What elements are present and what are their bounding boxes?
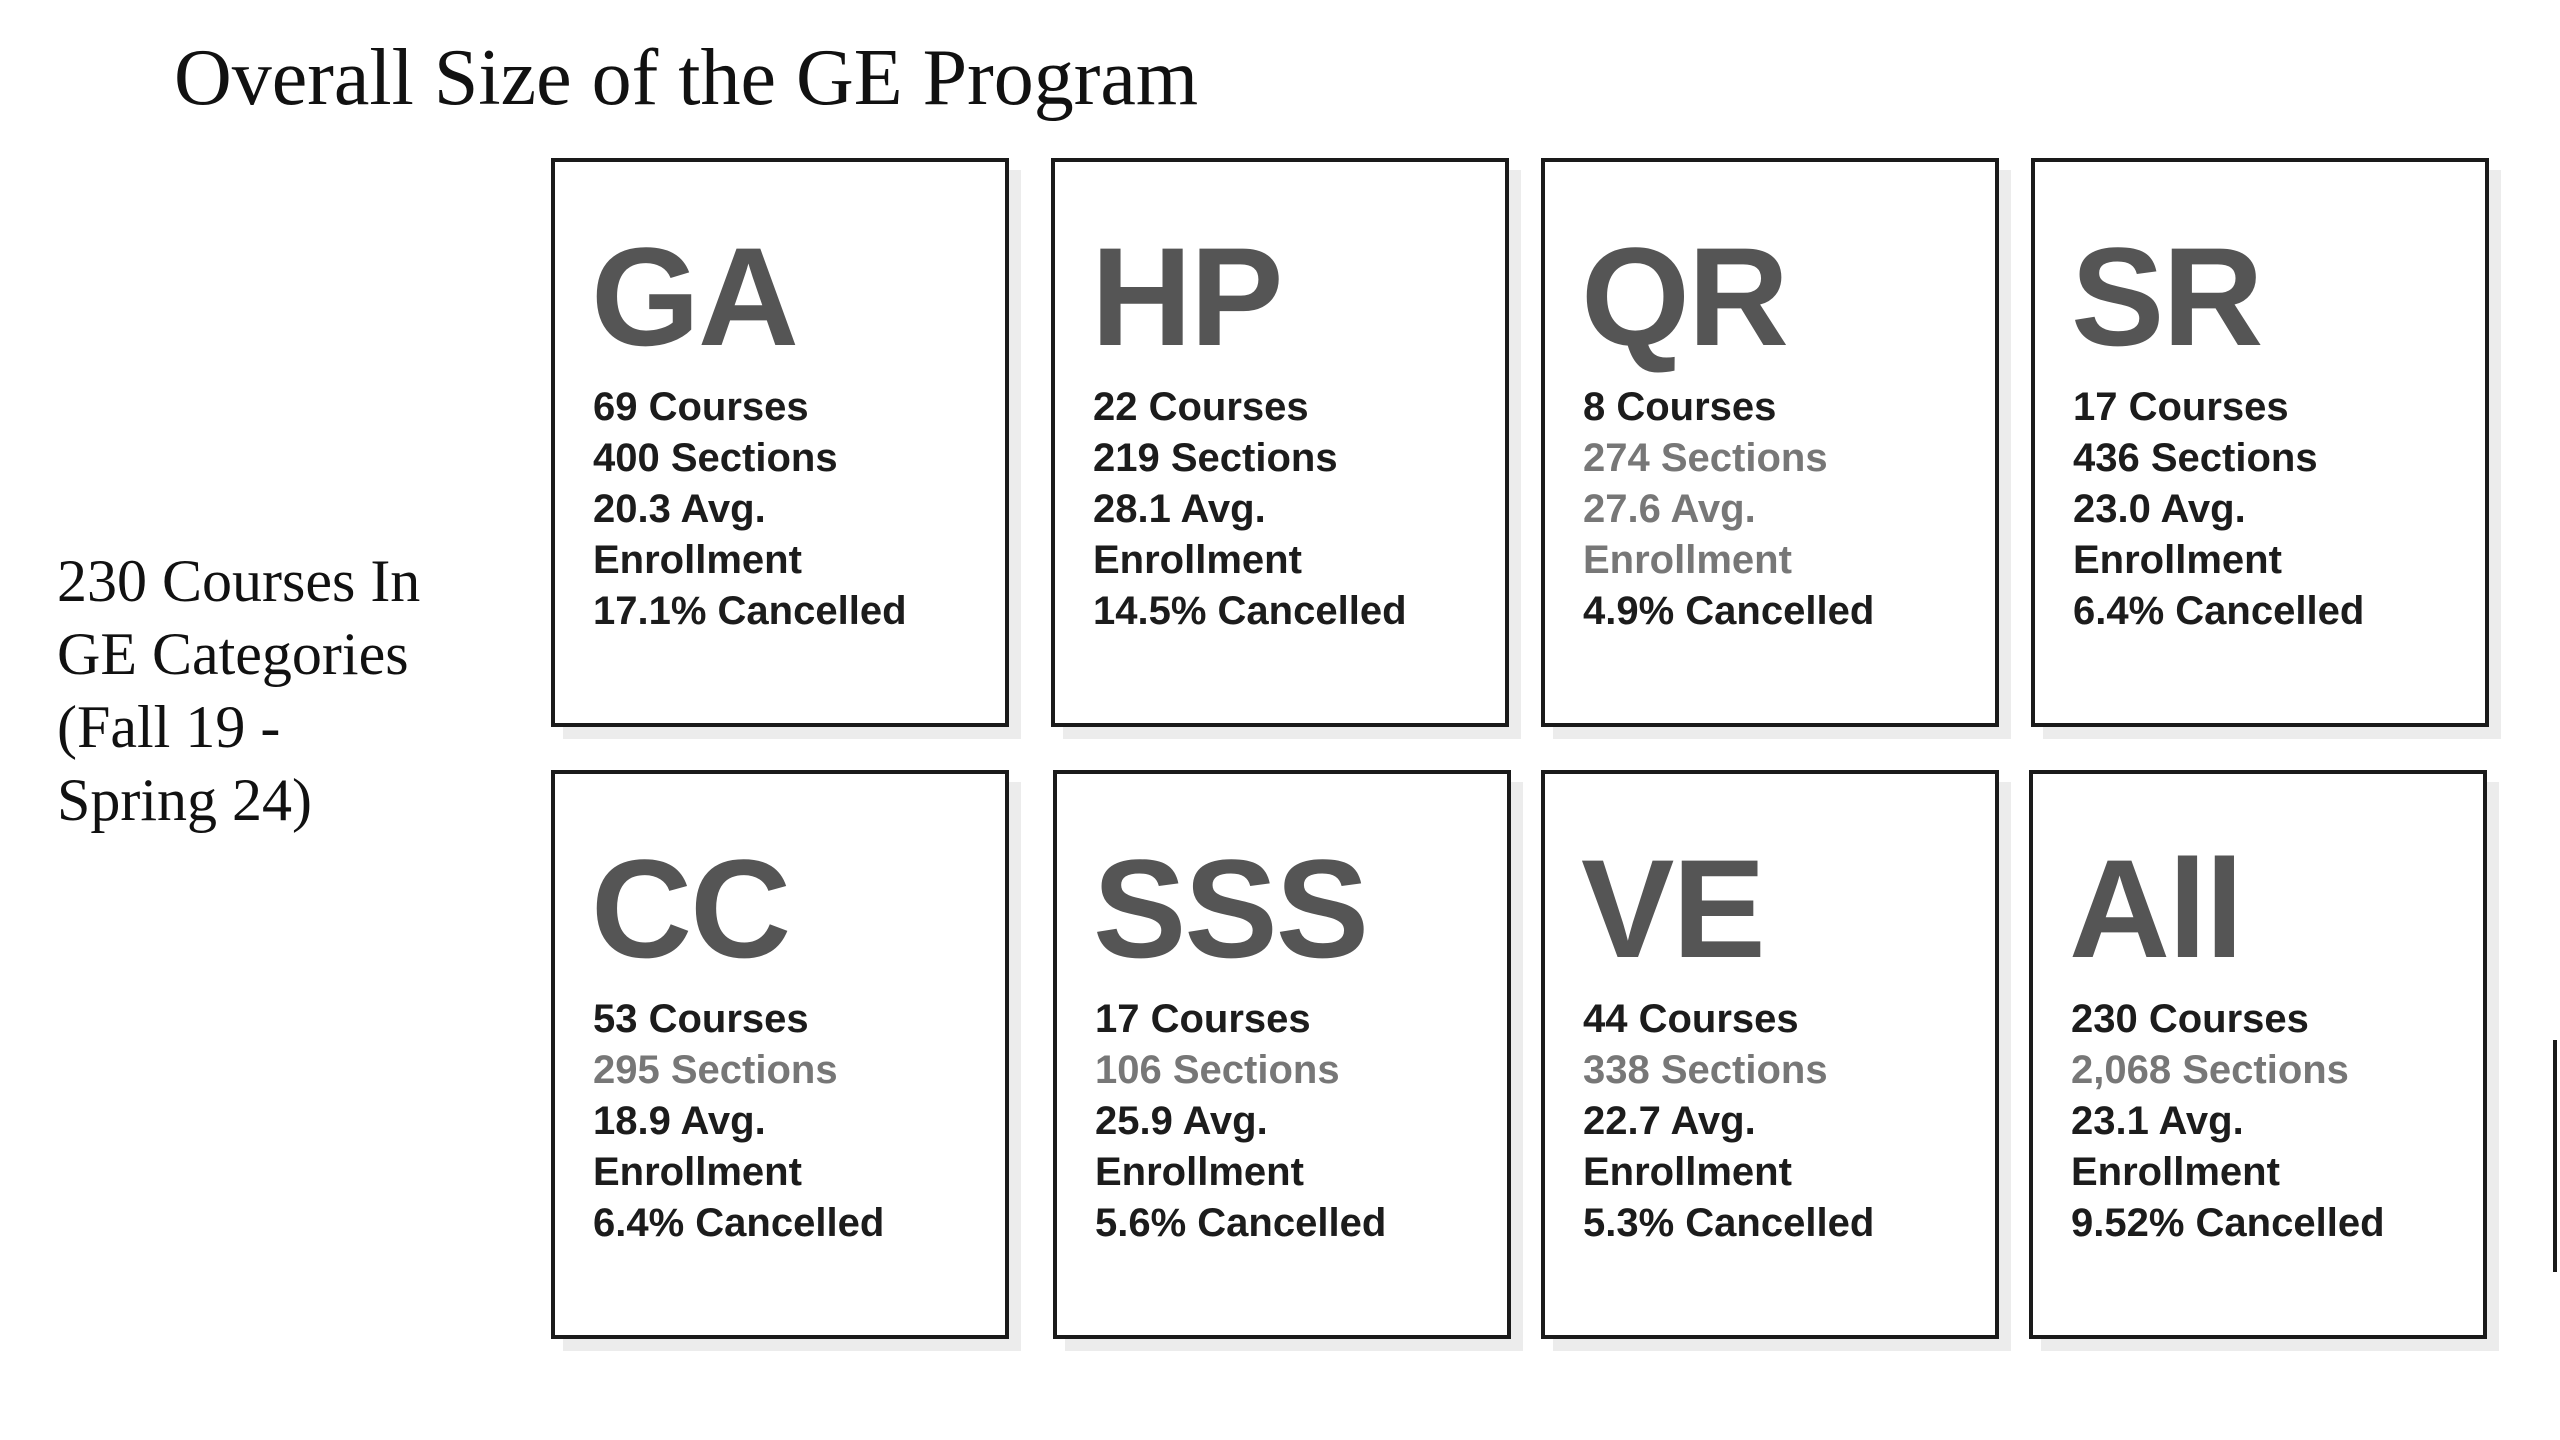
category-code: GA [591,218,797,375]
courses-count: 8 Courses [1583,385,1777,429]
avg-enrollment-label: Enrollment [593,1150,802,1194]
category-stats [1093,382,1407,637]
sections-count: 2,068 Sections [2071,1048,2349,1092]
sections-count: 274 Sections [1583,436,1828,480]
category-card-ga [551,158,1009,727]
avg-enrollment-value: 27.6 Avg. [1583,487,1756,531]
courses-count: 44 Courses [1583,997,1799,1041]
avg-enrollment-label: Enrollment [593,538,802,582]
edge-divider [2553,1040,2557,1272]
avg-enrollment-label: Enrollment [1093,538,1302,582]
cancelled-rate: 6.4% Cancelled [2073,589,2365,633]
avg-enrollment-value: 18.9 Avg. [593,1099,766,1143]
category-card-qr [1541,158,1999,727]
cancelled-rate: 17.1% Cancelled [593,589,907,633]
category-code: SSS [1093,830,1368,987]
category-stats [1583,382,1874,637]
courses-count: 53 Courses [593,997,809,1041]
cancelled-rate: 5.3% Cancelled [1583,1201,1875,1245]
summary-caption [57,545,497,837]
category-code: CC [591,830,790,987]
category-stats [2073,382,2364,637]
sections-count: 219 Sections [1093,436,1338,480]
avg-enrollment-value: 22.7 Avg. [1583,1099,1756,1143]
summary-caption-line: 230 Courses In [57,548,421,614]
courses-count: 17 Courses [1095,997,1311,1041]
cancelled-rate: 9.52% Cancelled [2071,1201,2385,1245]
avg-enrollment-label: Enrollment [1095,1150,1304,1194]
courses-count: 230 Courses [2071,997,2309,1041]
category-stats [1583,994,1874,1249]
avg-enrollment-value: 25.9 Avg. [1095,1099,1268,1143]
category-code: HP [1091,218,1282,375]
sections-count: 436 Sections [2073,436,2318,480]
summary-caption-line: (Fall 19 - [57,694,281,760]
cancelled-rate: 14.5% Cancelled [1093,589,1407,633]
category-card-all [2029,770,2487,1339]
avg-enrollment-value: 28.1 Avg. [1093,487,1266,531]
category-card-hp [1051,158,1509,727]
slide-title: Overall Size of the GE Program [174,34,1199,122]
summary-caption-line: GE Categories [57,621,409,687]
category-card-cc [551,770,1009,1339]
courses-count: 22 Courses [1093,385,1309,429]
avg-enrollment-value: 23.0 Avg. [2073,487,2246,531]
category-stats [593,994,884,1249]
sections-count: 338 Sections [1583,1048,1828,1092]
courses-count: 17 Courses [2073,385,2289,429]
sections-count: 106 Sections [1095,1048,1340,1092]
category-code: SR [2071,218,2262,375]
sections-count: 400 Sections [593,436,838,480]
cancelled-rate: 5.6% Cancelled [1095,1201,1387,1245]
courses-count: 69 Courses [593,385,809,429]
sections-count: 295 Sections [593,1048,838,1092]
avg-enrollment-label: Enrollment [1583,1150,1792,1194]
category-stats [1095,994,1386,1249]
category-card-sss [1053,770,1511,1339]
avg-enrollment-value: 23.1 Avg. [2071,1099,2244,1143]
avg-enrollment-label: Enrollment [2071,1150,2280,1194]
category-code: All [2069,830,2242,987]
category-stats [2071,994,2385,1249]
avg-enrollment-value: 20.3 Avg. [593,487,766,531]
category-code: QR [1581,218,1787,375]
summary-caption-line: Spring 24) [57,767,312,833]
cancelled-rate: 4.9% Cancelled [1583,589,1875,633]
category-card-sr [2031,158,2489,727]
avg-enrollment-label: Enrollment [2073,538,2282,582]
category-code: VE [1581,830,1764,987]
cancelled-rate: 6.4% Cancelled [593,1201,885,1245]
avg-enrollment-label: Enrollment [1583,538,1792,582]
category-stats [593,382,907,637]
category-card-ve [1541,770,1999,1339]
